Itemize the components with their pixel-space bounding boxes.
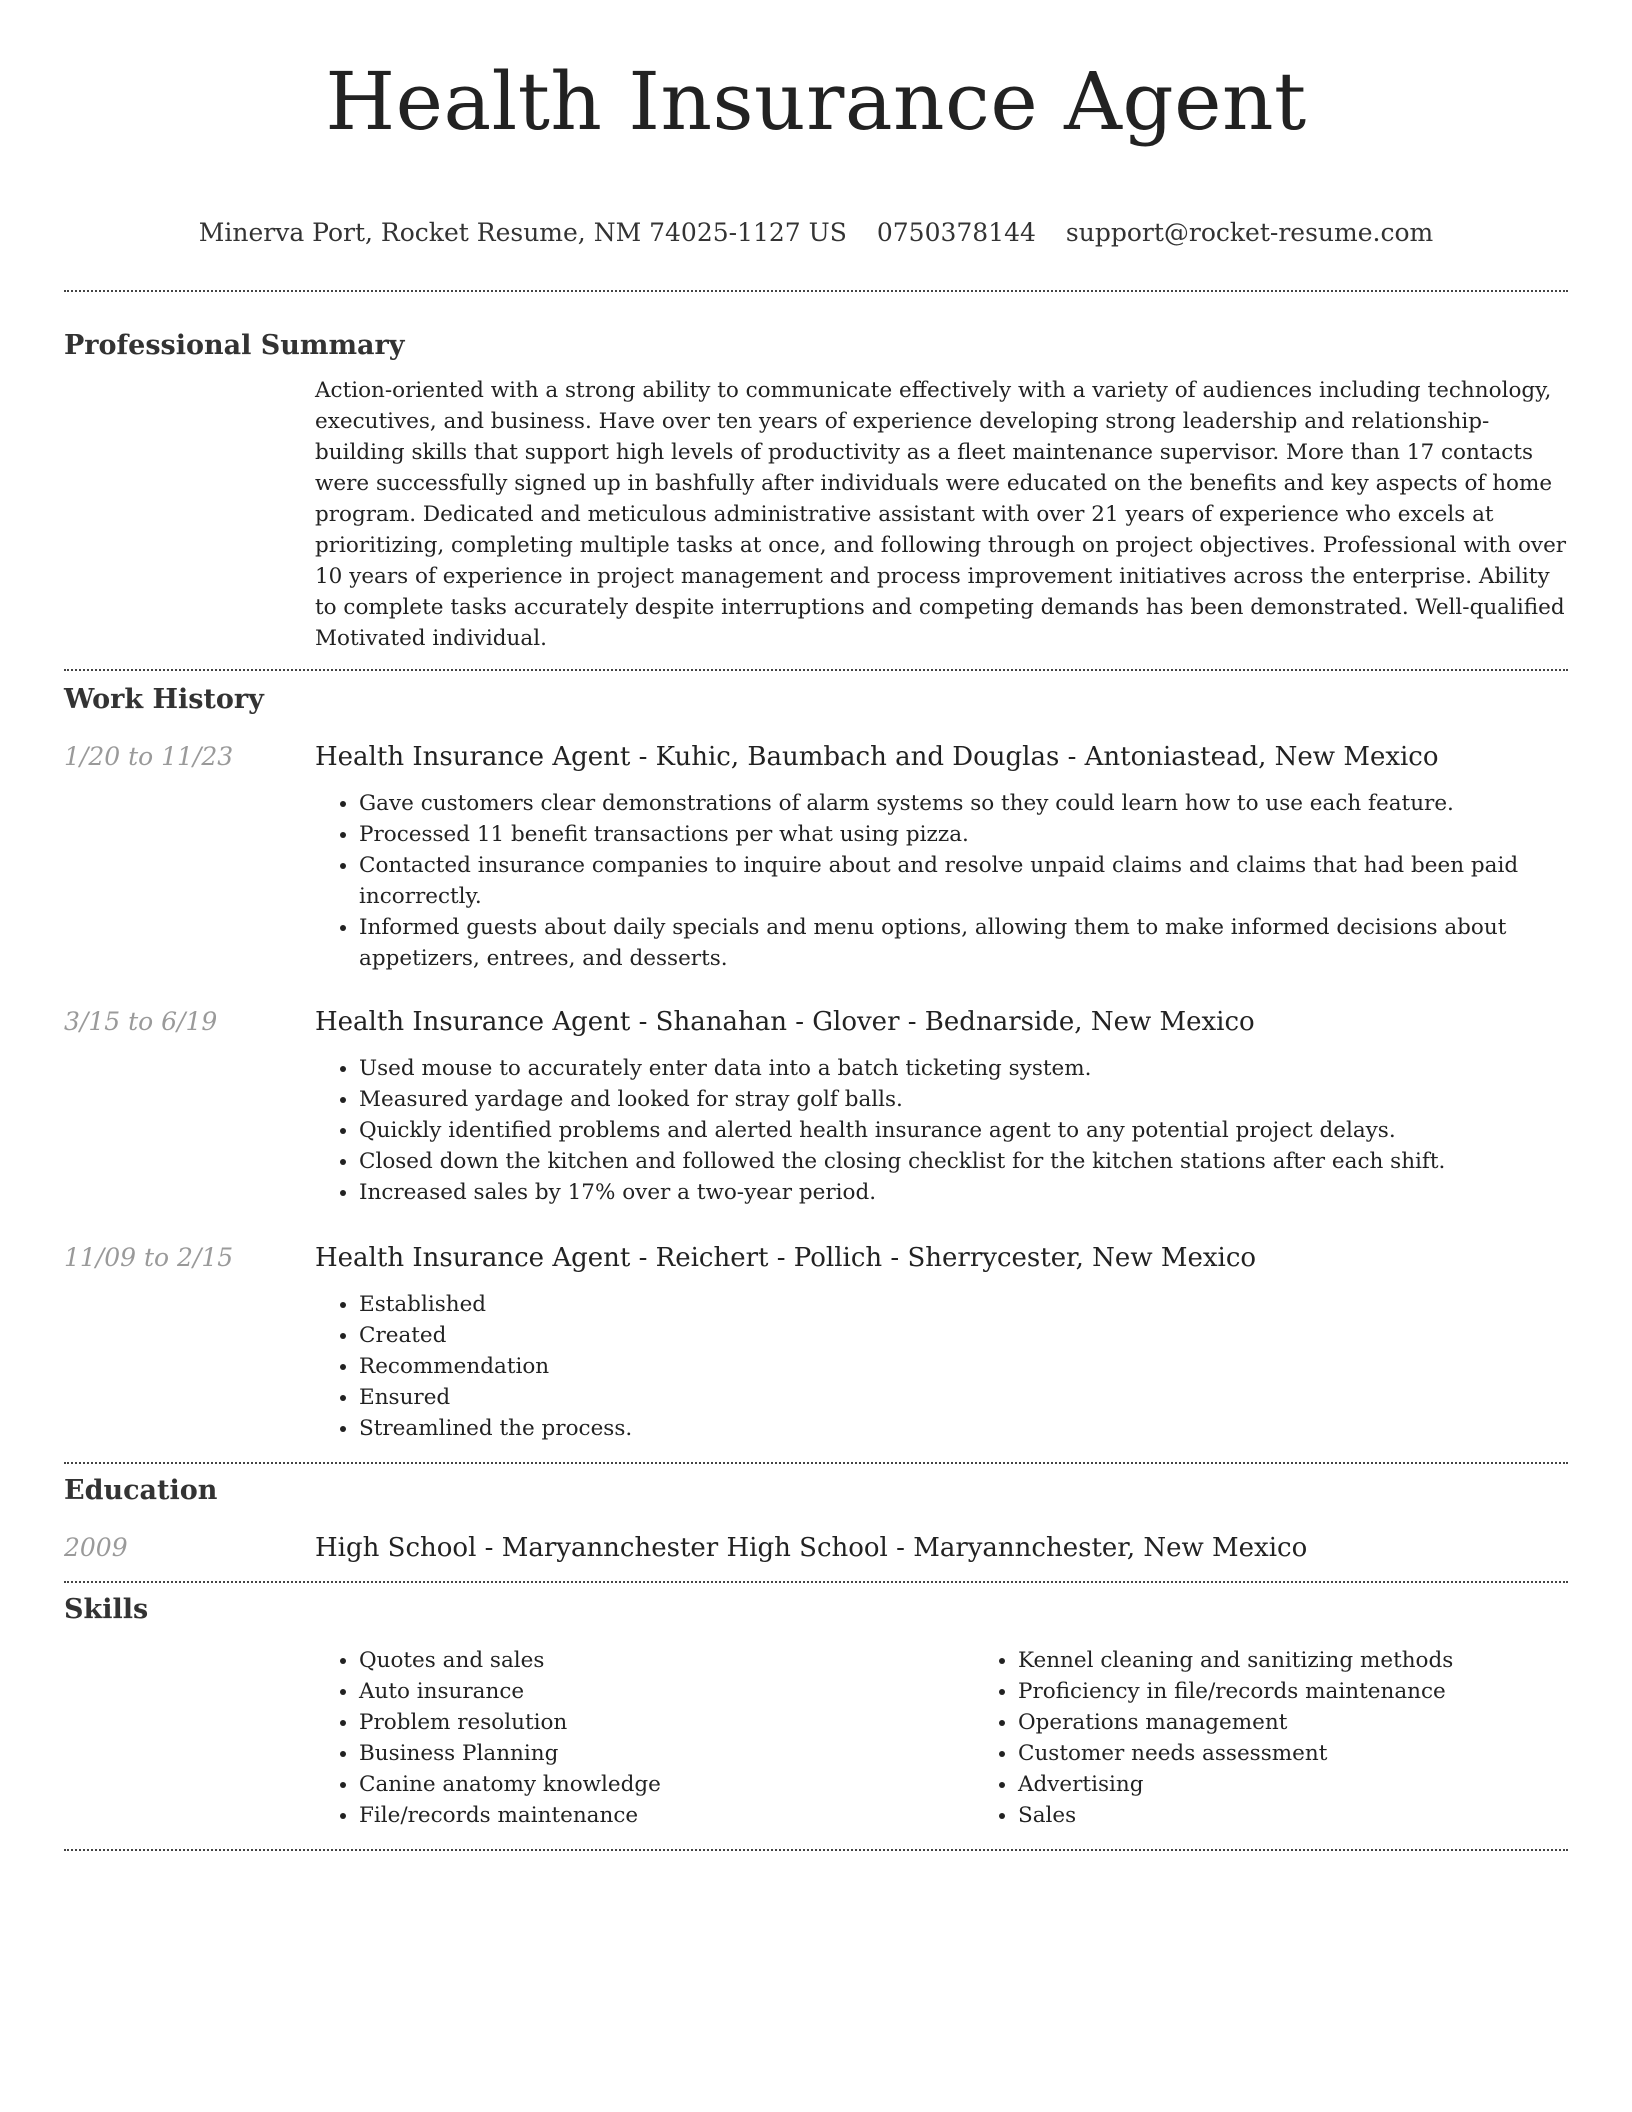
job-dates: 1/20 to 11/23 — [64, 742, 234, 771]
skill-item: • Problem resolution — [359, 1707, 974, 1738]
job-bullets — [315, 1053, 1568, 1208]
skill-item: • Canine anatomy knowledge — [359, 1769, 974, 1800]
job-heading: Health Insurance Agent - Reichert - Pollich - Sherrycester, New Mexico — [315, 1243, 1257, 1273]
job-bullet: • Created — [359, 1320, 1568, 1351]
job-bullet: • Established — [359, 1289, 1568, 1320]
skill-item: • Auto insurance — [359, 1676, 974, 1707]
job-bullet: • Measured yardage and looked for stray golf balls. — [359, 1084, 1568, 1115]
job-bullet: • Used mouse to accurately enter data into a batch ticketing system. — [359, 1053, 1568, 1084]
skill-item: • Sales — [1018, 1800, 1632, 1831]
education-section-title: Education — [64, 1475, 218, 1506]
job-bullets — [315, 1289, 1568, 1444]
job-bullet: • Gave customers clear demonstrations of alarm systems so they could learn how to use each feature. — [359, 788, 1568, 819]
education-entry — [64, 1533, 1568, 1563]
contact-line — [64, 218, 1568, 248]
education-year: 2009 — [64, 1533, 128, 1562]
job-bullet: • Closed down the kitchen and followed the closing checklist for the kitchen stations after each shift. — [359, 1146, 1568, 1177]
job-bullet: • Recommendation — [359, 1351, 1568, 1382]
skill-item: • Operations management — [1018, 1707, 1632, 1738]
section-divider — [64, 1581, 1568, 1583]
job-bullet: • Contacted insurance companies to inquire about and resolve unpaid claims and claims that had been paid incorrectly. — [359, 850, 1568, 912]
skill-item: • Advertising — [1018, 1769, 1632, 1800]
section-divider — [64, 1849, 1568, 1851]
skills-column-1 — [315, 1645, 974, 1831]
job-bullet: • Increased sales by 17% over a two-year period. — [359, 1177, 1568, 1208]
summary-section-title: Professional Summary — [64, 330, 405, 361]
skills-row — [64, 1645, 1568, 1831]
skill-item: • Quotes and sales — [359, 1645, 974, 1676]
job-heading: Health Insurance Agent - Shanahan - Glover - Bednarside, New Mexico — [315, 1007, 1255, 1037]
section-divider — [64, 669, 1568, 671]
work-section-title: Work History — [64, 684, 264, 715]
job-bullet: • Ensured — [359, 1382, 1568, 1413]
resume-name: Health Insurance Agent — [325, 55, 1307, 148]
job-bullets — [315, 788, 1568, 974]
job-heading: Health Insurance Agent - Kuhic, Baumbach and Douglas - Antoniastead, New Mexico — [315, 742, 1439, 772]
job-dates: 11/09 to 2/15 — [64, 1243, 234, 1272]
job-entry — [64, 742, 1568, 974]
job-entry — [64, 1007, 1568, 1208]
skill-item: • Customer needs assessment — [1018, 1738, 1632, 1769]
summary-row — [64, 375, 1568, 654]
skill-item: • File/records maintenance — [359, 1800, 974, 1831]
education-heading: High School - Maryannchester High School - Maryannchester, New Mexico — [315, 1533, 1308, 1563]
contact-email: support@rocket-resume.com — [1065, 218, 1434, 247]
contact-phone: 0750378144 — [876, 218, 1036, 247]
job-bullet: • Quickly identified problems and alerted health insurance agent to any potential project delays. — [359, 1115, 1568, 1146]
job-bullet: • Informed guests about daily specials and menu options, allowing them to make informed decisions about appetizers, entrees, and desserts. — [359, 912, 1568, 974]
skill-item: • Business Planning — [359, 1738, 974, 1769]
job-dates: 3/15 to 6/19 — [64, 1007, 218, 1036]
skill-item: • Proficiency in file/records maintenance — [1018, 1676, 1632, 1707]
job-entry — [64, 1243, 1568, 1444]
skills-section-title: Skills — [64, 1594, 149, 1625]
job-bullet: • Processed 11 benefit transactions per what using pizza. — [359, 819, 1568, 850]
section-divider — [64, 290, 1568, 292]
section-divider — [64, 1462, 1568, 1464]
summary-text: Action-oriented with a strong ability to communicate effectively with a variety of audiences including technology, executives, and business. Have over ten years of experience developing strong leadership and relationship-building skills that support high levels of productivity as a fleet maintenance supervisor. More than 17 contacts were successfully signed up in bashfully after individuals were educated on the benefits and key aspects of home program. Dedicated and meticulous administrative assistant with over 21 years of experience who excels at prioritizing, completing multiple tasks at once, and following through on project objectives. Professional with over 10 years of experience in project management and process improvement initiatives across the enterprise. Ability to complete tasks accurately despite interruptions and competing demands has been demonstrated. Well-qualified Motivated individual. — [315, 378, 1567, 651]
job-bullet: • Streamlined the process. — [359, 1413, 1568, 1444]
contact-address: Minerva Port, Rocket Resume, NM 74025-1127 US — [198, 218, 847, 247]
skill-item: • Kennel cleaning and sanitizing methods — [1018, 1645, 1632, 1676]
skills-column-2 — [974, 1645, 1632, 1831]
